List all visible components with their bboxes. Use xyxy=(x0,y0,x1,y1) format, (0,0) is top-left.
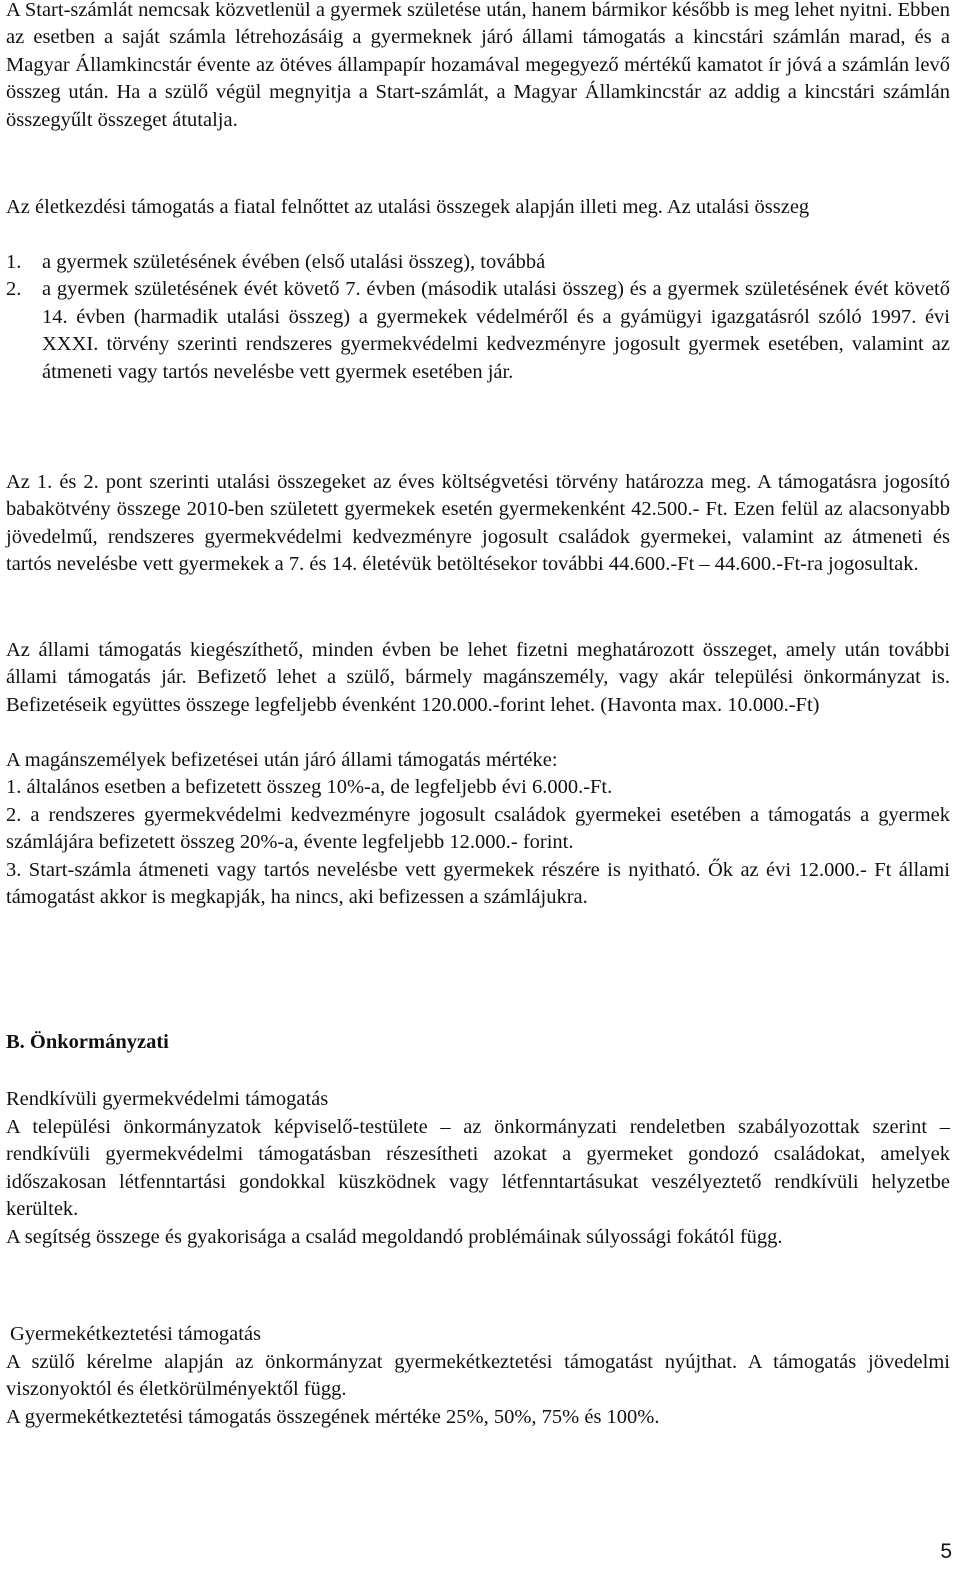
paragraph-mertek-3: 3. Start-számla átmeneti vagy tartós nevelésbe vett gyermekek részére is nyitható. Ők az évi 12.000.- Ft állami támogatást akkor is megkapják, ha nincs, aki befizessen a számlájukra. xyxy=(6,859,950,909)
utalasi-osszeg-list xyxy=(6,249,950,386)
paragraph-gyermeketkeztetes-mertek: A gyermekétkeztetési támogatás összegének mértéke 25%, 50%, 75% és 100%. xyxy=(6,1406,660,1428)
list-item-text: a gyermek születésének évében (első utalási összeg), továbbá xyxy=(42,251,546,273)
section-heading-onkormanyzati: B. Önkormányzati xyxy=(6,1031,169,1053)
list-item xyxy=(6,276,950,386)
paragraph-mertek-1: 1. általános esetben a befizetett összeg 10%-a, de legfeljebb évi 6.000.-Ft. xyxy=(6,776,613,798)
list-item-text: a gyermek születésének évét követő 7. évben (második utalási összeg) és a gyermek születésének évét követő 14. évben (harmadik utalási összeg) a gyermekek védelméről és a gyámügyi igazgatásról szóló 1997. évi XXXI. törvény szerinti rendszeres gyermekvédelmi kedvezményre jogosult gyermek esetében, valamint az átmeneti vagy tartós nevelésbe vett gyermek esetében jár. xyxy=(42,278,950,383)
paragraph-rendkivuli: A települési önkormányzatok képviselő-testülete – az önkormányzati rendeletben szabályozottak szerint – rendkívüli gyermekvédelmi támogatásban részesítheti azokat a gyermeket gondozó családokat, amelyek időszakosan létfenntartási gondokkal küszködnek vagy létfenntartásukat veszélyeztető rendkívüli helyzetbe kerültek. xyxy=(6,1116,950,1221)
subsection-title-rendkivuli: Rendkívüli gyermekvédelmi támogatás xyxy=(6,1088,329,1110)
list-item-number: 2. xyxy=(6,278,22,301)
paragraph-start-szamla: A Start-számlát nemcsak közvetlenül a gyermek születése után, hanem bármikor később is meg lehet nyitni. Ebben az esetben a saját számla létrehozásáig a gyermeknek járó állami támogatás a kincstári számlán marad, és a Magyar Államkincstár évente az ötéves állampapír hozamával megegyező mértékű kamatot ír jóvá a számlán levő összeg után. Ha a szülő végül megnyitja a Start-számlát, a Magyar Államkincstár az addig a kincstári számlán összegyűlt összeget átutalja. xyxy=(6,0,950,131)
paragraph-utalasi-osszegek: Az 1. és 2. pont szerinti utalási összegeket az éves költségvetési törvény határozza meg. A támogatásra jogosító babakötvény összege 2010-ben született gyermekek esetén gyermekenként 42.500.- Ft. Ezen felül az alacsonyabb jövedelmű, rendszeres gyermekvédelmi kedvezményre jogosult családok gyermekei, valamint az átmeneti és tartós nevelésbe vett gyermekek a 7. és 14. életévük betöltésekor további 44.600.-Ft – 44.600.-Ft-ra jogosultak. xyxy=(6,471,950,576)
page-number: 5 xyxy=(940,1540,952,1563)
list-item-number: 1. xyxy=(6,251,22,273)
paragraph-mertek-2: 2. a rendszeres gyermekvédelmi kedvezményre jogosult családok gyermekei esetében a támogatás a gyermek számlájára befizetett összeg 20%-a, évente legfeljebb 12.000.- forint. xyxy=(6,804,950,854)
paragraph-eletkezdesi: Az életkezdési támogatás a fiatal felnőttet az utalási összegek alapján illeti meg. Az utalási összeg xyxy=(6,196,810,218)
paragraph-gyermeketkeztetes: A szülő kérelme alapján az önkormányzat gyermekétkeztetési támogatást nyújthat. A támogatás jövedelmi viszonyoktól és életkörülményektől függ. xyxy=(6,1351,950,1401)
paragraph-segitseg: A segítség összege és gyakorisága a család megoldandó problémáinak súlyossági fokától függ. xyxy=(6,1226,783,1248)
paragraph-kiegeszites: Az állami támogatás kiegészíthető, minden évben be lehet fizetni meghatározott összeget, amely után további állami támogatás jár. Befizető lehet a szülő, bármely magánszemély, vagy akár települési önkormányzat is. Befizetéseik együttes összege legfeljebb évenként 120.000.-forint lehet. (Havonta max. 10.000.-Ft) xyxy=(6,639,950,716)
subsection-title-gyermeketkeztetesi: Gyermekétkeztetési támogatás xyxy=(10,1323,262,1345)
paragraph-mertek-title: A magánszemélyek befizetései után járó állami támogatás mértéke: xyxy=(6,749,558,771)
list-item xyxy=(6,249,950,276)
